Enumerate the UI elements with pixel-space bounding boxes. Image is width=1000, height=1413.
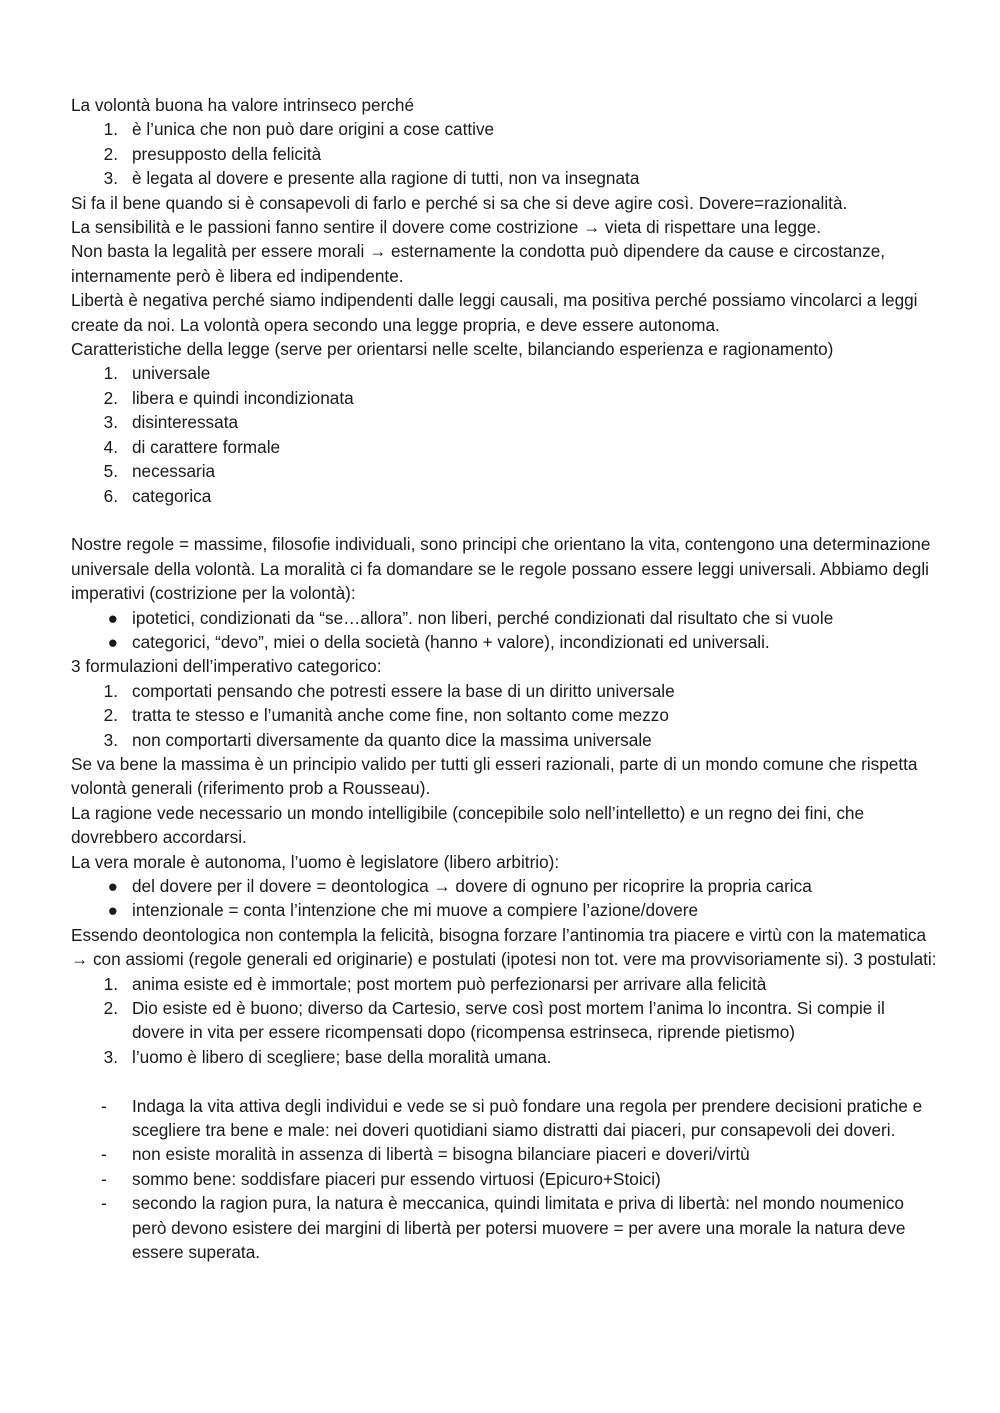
ragione-paragraph: La ragione vede necessario un mondo intelligibile (concepibile solo nell’intelletto) e un regno dei fini, che dovrebbero accordarsi. bbox=[71, 802, 865, 848]
dash-icon: - bbox=[101, 1095, 107, 1116]
spacer bbox=[71, 1069, 941, 1093]
list-item: 2. tratta te stesso e l’umanità anche come fine, non soltanto come mezzo bbox=[71, 703, 941, 727]
volonta-list bbox=[71, 117, 941, 190]
list-item: 3. non comportarti diversamente da quanto dice la massima universale bbox=[71, 728, 941, 752]
list-number: 2. bbox=[103, 387, 118, 408]
imperativi-list bbox=[71, 606, 941, 655]
liberta-paragraph: Libertà è negativa perché siamo indipendenti dalle leggi causali, ma positiva perché possiamo vincolarci a leggi create da noi. La volontà opera secondo una legge propria, e deve essere autonoma. bbox=[71, 290, 918, 335]
list-item: 2. libera e quindi incondizionata bbox=[71, 386, 941, 410]
list-number: 1. bbox=[103, 119, 118, 140]
list-item: ● categorici, “devo”, miei o della società (hanno + valore), incondizionati ed universali. bbox=[71, 630, 941, 654]
formulazioni-list bbox=[71, 679, 941, 752]
caratteristiche-paragraph: Caratteristiche della legge (serve per orientarsi nelle scelte, bilanciando esperienza e ragionamento) bbox=[71, 339, 834, 360]
sensibilita-paragraph: La sensibilità e le passioni fanno sentire il dovere come costrizione → vieta di rispettare una legge. bbox=[71, 217, 821, 238]
list-number: 3. bbox=[103, 168, 118, 189]
list-number: 1. bbox=[103, 680, 118, 701]
list-item: 1. comportati pensando che potresti essere la base di un diritto universale bbox=[71, 679, 941, 703]
spacer bbox=[71, 508, 941, 532]
list-number: 3. bbox=[103, 729, 118, 750]
deontologica-paragraph: Essendo deontologica non contempla la felicità, bisogna forzare l’antinomia tra piacere e virtù con la matematica → con assiomi (regole generali ed originarie) e postulati (ipotesi non tot. vere ma provvisoriamente si). 3 postulati: bbox=[71, 924, 937, 970]
dash-icon: - bbox=[101, 1144, 107, 1165]
list-item: - non esiste moralità in assenza di libertà = bisogna bilanciare piaceri e doveri/virtù bbox=[71, 1142, 941, 1166]
bene-paragraph: Si fa il bene quando si è consapevoli di farlo e perché si sa che si deve agire così. Dovere=razionalità. bbox=[71, 192, 848, 213]
list-item: 1. anima esiste ed è immortale; post mortem può perfezionarsi per arrivare alla felicità bbox=[71, 972, 941, 996]
dash-list bbox=[71, 1094, 941, 1265]
list-number: 1. bbox=[103, 973, 118, 994]
list-number: 2. bbox=[103, 143, 118, 164]
list-number: 3. bbox=[103, 412, 118, 433]
list-number: 4. bbox=[103, 436, 118, 457]
list-item: 5. necessaria bbox=[71, 459, 941, 483]
bullet-icon: ● bbox=[107, 631, 118, 652]
list-item: 3. è legata al dovere e presente alla ragione di tutti, non va insegnata bbox=[71, 166, 941, 190]
bullet-icon: ● bbox=[107, 875, 118, 896]
list-item: 3. l’uomo è libero di scegliere; base della moralità umana. bbox=[71, 1045, 941, 1069]
list-item: - Indaga la vita attiva degli individui e vede se si può fondare una regola per prendere decisioni pratiche e scegliere tra bene e male: nei doveri quotidiani siamo distratti dai piaceri, pur consapevoli dei doveri. bbox=[101, 1095, 923, 1141]
bullet-icon: ● bbox=[107, 900, 118, 921]
morale-paragraph: La vera morale è autonoma, l’uomo è legislatore (libero arbitrio): bbox=[71, 851, 560, 872]
formulazioni-paragraph: 3 formulazioni dell’imperativo categorico: bbox=[71, 656, 382, 677]
list-item: - sommo bene: soddisfare piaceri pur essendo virtuosi (Epicuro+Stoici) bbox=[71, 1167, 941, 1191]
postulati-list bbox=[71, 972, 941, 1070]
dash-icon: - bbox=[101, 1168, 107, 1189]
list-number: 1. bbox=[103, 363, 118, 384]
legalita-paragraph: Non basta la legalità per essere morali → esternamente la condotta può dipendere da cause e circostanze, internamente però è libera ed indipendente. bbox=[71, 241, 886, 286]
list-item: 2. presupposto della felicità bbox=[71, 142, 941, 166]
list-number: 6. bbox=[103, 485, 118, 506]
list-item: - secondo la ragion pura, la natura è meccanica, quindi limitata e priva di libertà: nel mondo noumenico però devono esistere dei margini di libertà per potersi muovere = per avere una morale la natura deve essere superata. bbox=[101, 1193, 906, 1263]
bullet-icon: ● bbox=[107, 607, 118, 628]
morale-list bbox=[71, 874, 941, 923]
intro-paragraph: La volontà buona ha valore intrinseco perché bbox=[71, 95, 415, 115]
list-number: 5. bbox=[103, 461, 118, 482]
document-page bbox=[71, 93, 941, 1264]
list-item: 6. categorica bbox=[71, 484, 941, 508]
dash-icon: - bbox=[101, 1193, 107, 1214]
list-number: 3. bbox=[103, 1046, 118, 1067]
list-item: 4. di carattere formale bbox=[71, 435, 941, 459]
list-item: 1. è l’unica che non può dare origini a cose cattive bbox=[71, 117, 941, 141]
list-item: ● intenzionale = conta l’intenzione che mi muove a compiere l’azione/dovere bbox=[71, 898, 941, 922]
list-number: 2. bbox=[103, 705, 118, 726]
list-item: 2. Dio esiste ed è buono; diverso da Cartesio, serve così post mortem l’anima lo incontra. Si compie il dovere in vita per essere ricompensati dopo (ricompensa estrinseca, riprende pietismo) bbox=[71, 996, 941, 1045]
massima-paragraph: Se va bene la massima è un principio valido per tutti gli esseri razionali, parte di un mondo comune che rispetta volontà generali (riferimento prob a Rousseau). bbox=[71, 753, 918, 799]
list-item: 3. disinteressata bbox=[71, 410, 941, 434]
caratteristiche-list bbox=[71, 361, 941, 507]
regole-paragraph: Nostre regole = massime, filosofie individuali, sono principi che orientano la vita, contengono una determinazione universale della volontà. La moralità ci fa domandare se le regole possano essere leggi universali. Abbiamo degli imperativi (costrizione per la volontà): bbox=[71, 534, 931, 604]
list-item: 1. universale bbox=[71, 361, 941, 385]
list-number: 2. bbox=[103, 998, 118, 1019]
list-item: ● ipotetici, condizionati da “se…allora”. non liberi, perché condizionati dal risultato che si vuole bbox=[71, 606, 941, 630]
list-item: ● del dovere per il dovere = deontologica → dovere di ognuno per ricoprire la propria carica bbox=[71, 874, 941, 898]
